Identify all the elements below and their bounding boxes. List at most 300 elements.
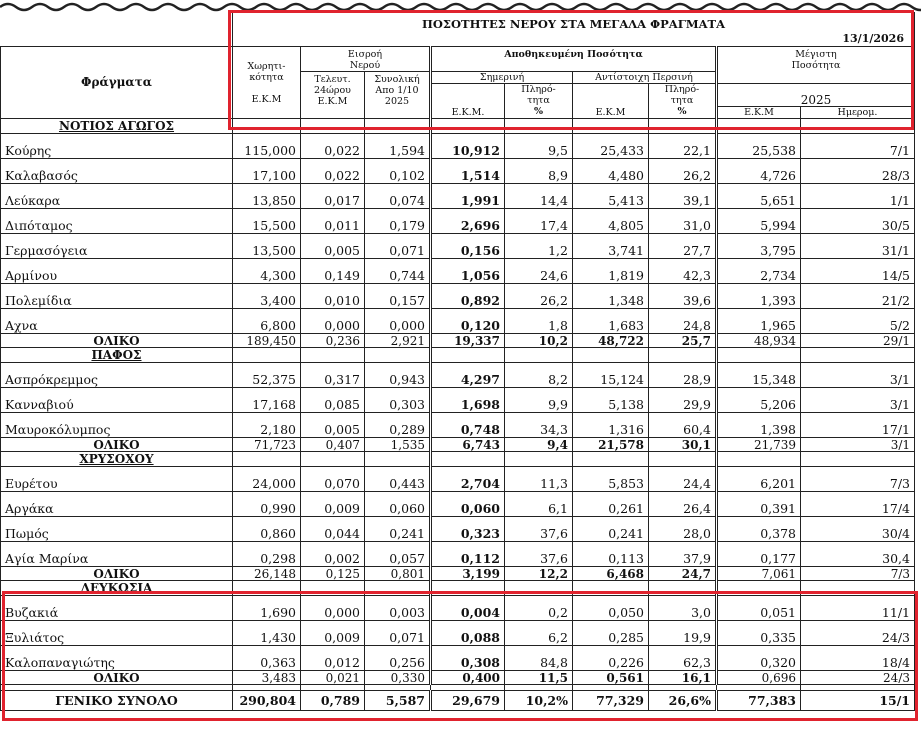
empty-cell: [505, 119, 573, 134]
dam-row-name: Αχνα: [1, 309, 233, 334]
cell: 3,400: [233, 284, 301, 309]
cell: 0,125: [301, 567, 365, 581]
dam-row: [1, 363, 915, 388]
cell: 5,206: [717, 388, 801, 413]
cell: 7/1: [801, 134, 915, 159]
cell: 0,120: [431, 309, 505, 334]
cell: 11,3: [505, 467, 573, 492]
empty-cell: [505, 452, 573, 467]
cell: 4,300: [233, 259, 301, 284]
empty-cell: [365, 581, 431, 596]
max-date-header: Ημερομ.: [801, 107, 915, 119]
dam-row-name: Αγία Μαρίνα: [1, 542, 233, 567]
cell: 10,2%: [505, 691, 573, 711]
empty-cell: [233, 119, 301, 134]
cell: 1,348: [573, 284, 649, 309]
stored-group-header: Αποθηκευμένη Ποσότητα: [431, 47, 717, 72]
cell: 0,000: [301, 309, 365, 334]
cell: 0,021: [301, 671, 365, 685]
cell: 1,690: [233, 596, 301, 621]
dam-row: [1, 646, 915, 671]
cell: 0,003: [365, 596, 431, 621]
empty-cell: [365, 452, 431, 467]
cell: 0,000: [301, 596, 365, 621]
cell: 6,468: [573, 567, 649, 581]
cell: 13,500: [233, 234, 301, 259]
cell: 62,3: [649, 646, 717, 671]
section-total-row: [1, 334, 915, 348]
cell: 27,7: [649, 234, 717, 259]
cell: 21,739: [717, 438, 801, 452]
cell: 1,514: [431, 159, 505, 184]
cell: 1,056: [431, 259, 505, 284]
dam-row: [1, 542, 915, 567]
empty-cell: [717, 581, 801, 596]
cell: 0,789: [301, 691, 365, 711]
cell: 77,329: [573, 691, 649, 711]
cell: 1,393: [717, 284, 801, 309]
cell: 3/1: [801, 363, 915, 388]
cell: 29,679: [431, 691, 505, 711]
cell: 1,430: [233, 621, 301, 646]
cell: 0,241: [365, 517, 431, 542]
cell: 26,148: [233, 567, 301, 581]
report-date: 13/1/2026: [842, 32, 904, 45]
dam-row-name: Ασπρόκρεμμος: [1, 363, 233, 388]
cell: 5,651: [717, 184, 801, 209]
cell: 3/1: [801, 438, 915, 452]
cell: 0,012: [301, 646, 365, 671]
empty-cell: [717, 348, 801, 363]
dam-row: [1, 234, 915, 259]
cell: 84,8: [505, 646, 573, 671]
section-total-row-name: ΟΛΙΚΟ: [1, 671, 233, 685]
cell: 0,157: [365, 284, 431, 309]
ly-fill-header: Πληρό- τητα %: [649, 84, 717, 119]
last-year-header: Αντίστοιχη Περσινή: [573, 72, 717, 84]
cell: 6,2: [505, 621, 573, 646]
cell: 0,071: [365, 621, 431, 646]
cell: 0,561: [573, 671, 649, 685]
cell: 0,050: [573, 596, 649, 621]
cell: 0,744: [365, 259, 431, 284]
cell: 0,236: [301, 334, 365, 348]
dam-row-name: Καλοπαναγιώτης: [1, 646, 233, 671]
dam-row: [1, 388, 915, 413]
cell: 0,256: [365, 646, 431, 671]
cell: 0,330: [365, 671, 431, 685]
cell: 48,722: [573, 334, 649, 348]
cell: 17/1: [801, 413, 915, 438]
cell: 24,4: [649, 467, 717, 492]
cell: 2,734: [717, 259, 801, 284]
cell: 24,8: [649, 309, 717, 334]
empty-cell: [801, 119, 915, 134]
cell: 0,748: [431, 413, 505, 438]
cell: 0,002: [301, 542, 365, 567]
cell: 5,853: [573, 467, 649, 492]
cell: 1,316: [573, 413, 649, 438]
section-total-row-name: ΟΛΙΚΟ: [1, 567, 233, 581]
cell: 21,578: [573, 438, 649, 452]
empty-cell: [431, 452, 505, 467]
cell: 30/4: [801, 517, 915, 542]
cell: 16,1: [649, 671, 717, 685]
empty-cell: [505, 581, 573, 596]
dams-header: Φράγματα: [1, 47, 233, 119]
cell: 2,180: [233, 413, 301, 438]
empty-cell: [717, 119, 801, 134]
empty-cell: [233, 452, 301, 467]
cell: 29/1: [801, 334, 915, 348]
cell: 0,177: [717, 542, 801, 567]
cell: 28,0: [649, 517, 717, 542]
cell: 11/1: [801, 596, 915, 621]
empty-cell: [505, 348, 573, 363]
cell: 6,1: [505, 492, 573, 517]
inflow-last-header: Τελευτ. 24ώρου Ε.Κ.Μ: [301, 72, 365, 119]
cell: 48,934: [717, 334, 801, 348]
cell: 25,7: [649, 334, 717, 348]
cell: 5,994: [717, 209, 801, 234]
cell: 0,241: [573, 517, 649, 542]
cell: 0,285: [573, 621, 649, 646]
dam-row-name: Καλαβασός: [1, 159, 233, 184]
cell: 6,201: [717, 467, 801, 492]
cell: 3,741: [573, 234, 649, 259]
cell: 0,060: [431, 492, 505, 517]
dam-row: [1, 284, 915, 309]
cell: 24,6: [505, 259, 573, 284]
dam-row: [1, 159, 915, 184]
dam-row: [1, 467, 915, 492]
max-mcm-header: Ε.Κ.Μ: [717, 107, 801, 119]
dam-row-name: Γερμασόγεια: [1, 234, 233, 259]
cell: 0,289: [365, 413, 431, 438]
cell: 12,2: [505, 567, 573, 581]
cell: 0,009: [301, 492, 365, 517]
empty-cell: [649, 348, 717, 363]
cell: 0,088: [431, 621, 505, 646]
cell: 0,860: [233, 517, 301, 542]
cell: 9,5: [505, 134, 573, 159]
cell: 0,009: [301, 621, 365, 646]
section-header-row: [1, 581, 915, 596]
cell: 24/3: [801, 671, 915, 685]
cell: 0,085: [301, 388, 365, 413]
dam-row-name: Λεύκαρα: [1, 184, 233, 209]
cell: 4,726: [717, 159, 801, 184]
dam-row-name: Αρμίνου: [1, 259, 233, 284]
cell: 3,199: [431, 567, 505, 581]
empty-cell: [233, 581, 301, 596]
cell: 1/1: [801, 184, 915, 209]
max-group-header: Μέγιστη Ποσότητα: [717, 47, 915, 84]
cell: 24/3: [801, 621, 915, 646]
cell: 17/4: [801, 492, 915, 517]
cell: 2,696: [431, 209, 505, 234]
cell: 18/4: [801, 646, 915, 671]
empty-cell: [573, 119, 649, 134]
cell: 0,320: [717, 646, 801, 671]
cell: 26,6%: [649, 691, 717, 711]
dam-row-name: Ευρέτου: [1, 467, 233, 492]
cell: 0,070: [301, 467, 365, 492]
dam-row: [1, 492, 915, 517]
cell: 0,323: [431, 517, 505, 542]
corner-blank: [1, 13, 233, 47]
empty-cell: [431, 119, 505, 134]
dam-row-name: Ξυλιάτος: [1, 621, 233, 646]
cell: 0,801: [365, 567, 431, 581]
cell: 0,335: [717, 621, 801, 646]
cell: 15,500: [233, 209, 301, 234]
section-title: ΠΑΦΟΣ: [1, 348, 233, 363]
cell: 1,965: [717, 309, 801, 334]
cell: 0,261: [573, 492, 649, 517]
cell: 8,9: [505, 159, 573, 184]
cell: 2,921: [365, 334, 431, 348]
capacity-header: Χωρητι- κότητα Ε.Κ.Μ: [233, 47, 301, 119]
page-title: ΠΟΣΟΤΗΤΕΣ ΝΕΡΟΥ ΣΤΑ ΜΕΓΑΛΑ ΦΡΑΓΜΑΤΑ: [422, 17, 725, 31]
cell: 0,179: [365, 209, 431, 234]
cell: 1,991: [431, 184, 505, 209]
cell: 0,308: [431, 646, 505, 671]
cell: 0,010: [301, 284, 365, 309]
dam-row: [1, 596, 915, 621]
empty-cell: [717, 452, 801, 467]
cell: 34,3: [505, 413, 573, 438]
dam-row-name: Διπόταμος: [1, 209, 233, 234]
cell: 8,2: [505, 363, 573, 388]
cell: 0,298: [233, 542, 301, 567]
cell: 0,044: [301, 517, 365, 542]
cell: 4,480: [573, 159, 649, 184]
cell: 0,102: [365, 159, 431, 184]
cell: 52,375: [233, 363, 301, 388]
dam-row: [1, 209, 915, 234]
empty-cell: [301, 581, 365, 596]
cell: 1,698: [431, 388, 505, 413]
section-header-row: [1, 452, 915, 467]
cell: 17,100: [233, 159, 301, 184]
cell: 60,4: [649, 413, 717, 438]
section-total-row-name: ΟΛΙΚΟ: [1, 334, 233, 348]
cell: 14,4: [505, 184, 573, 209]
cell: 77,383: [717, 691, 801, 711]
ly-mcm-header: Ε.Κ.Μ: [573, 84, 649, 119]
inflow-group-header: Εισροή Νερού: [301, 47, 431, 72]
today-fill-header: Πληρό- τητα %: [505, 84, 573, 119]
cell: 0,226: [573, 646, 649, 671]
cell: 0,317: [301, 363, 365, 388]
cell: 15/1: [801, 691, 915, 711]
cell: 31,0: [649, 209, 717, 234]
cell: 5,413: [573, 184, 649, 209]
inflow-total-header: Συνολική Απο 1/10 2025: [365, 72, 431, 119]
cell: 0,156: [431, 234, 505, 259]
cell: 0,113: [573, 542, 649, 567]
cell: 9,9: [505, 388, 573, 413]
cell: 30,1: [649, 438, 717, 452]
cell: 28/3: [801, 159, 915, 184]
today-mcm-header: Ε.Κ.Μ.: [431, 84, 505, 119]
grand-total-row: [1, 691, 915, 711]
cell: 19,9: [649, 621, 717, 646]
empty-cell: [365, 348, 431, 363]
cell: 0,2: [505, 596, 573, 621]
cell: 1,819: [573, 259, 649, 284]
cell: 15,124: [573, 363, 649, 388]
cell: 25,433: [573, 134, 649, 159]
cell: 0,943: [365, 363, 431, 388]
cell: 24,7: [649, 567, 717, 581]
cell: 189,450: [233, 334, 301, 348]
cell: 5,138: [573, 388, 649, 413]
section-total-row: [1, 567, 915, 581]
cell: 29,9: [649, 388, 717, 413]
cell: 1,398: [717, 413, 801, 438]
cell: 0,022: [301, 159, 365, 184]
empty-cell: [573, 348, 649, 363]
cell: 25,538: [717, 134, 801, 159]
cell: 30/5: [801, 209, 915, 234]
cell: 9,4: [505, 438, 573, 452]
cell: 2,704: [431, 467, 505, 492]
dam-row-name: Πολεμίδια: [1, 284, 233, 309]
cell: 39,1: [649, 184, 717, 209]
cell: 17,168: [233, 388, 301, 413]
dam-row: [1, 621, 915, 646]
cell: 7/3: [801, 567, 915, 581]
cell: 0,407: [301, 438, 365, 452]
cell: 0,022: [301, 134, 365, 159]
cell: 4,297: [431, 363, 505, 388]
dam-row-name: Αργάκα: [1, 492, 233, 517]
empty-cell: [573, 452, 649, 467]
cell: 0,004: [431, 596, 505, 621]
cell: 0,112: [431, 542, 505, 567]
cell: 0,011: [301, 209, 365, 234]
cell: 0,149: [301, 259, 365, 284]
cell: 0,000: [365, 309, 431, 334]
reservoir-table: [0, 12, 915, 711]
cell: 0,074: [365, 184, 431, 209]
cell: 10,2: [505, 334, 573, 348]
empty-cell: [801, 348, 915, 363]
cell: 0,391: [717, 492, 801, 517]
cell: 1,535: [365, 438, 431, 452]
empty-cell: [431, 348, 505, 363]
cell: 6,800: [233, 309, 301, 334]
section-total-row-name: ΟΛΙΚΟ: [1, 438, 233, 452]
cell: 37,6: [505, 542, 573, 567]
cell: 1,8: [505, 309, 573, 334]
empty-cell: [431, 581, 505, 596]
section-header-row: [1, 348, 915, 363]
dam-row-name: Κανναβιού: [1, 388, 233, 413]
cell: 28,9: [649, 363, 717, 388]
cell: 1,683: [573, 309, 649, 334]
cell: 3/1: [801, 388, 915, 413]
cell: 26,4: [649, 492, 717, 517]
cell: 3,795: [717, 234, 801, 259]
cell: 15,348: [717, 363, 801, 388]
cell: 4,805: [573, 209, 649, 234]
cell: 0,017: [301, 184, 365, 209]
empty-cell: [649, 452, 717, 467]
cell: 0,005: [301, 413, 365, 438]
cell: 31/1: [801, 234, 915, 259]
section-title: ΝΟΤΙΟΣ ΑΓΩΓΟΣ: [1, 119, 233, 134]
max-year-header: 2025: [717, 84, 915, 107]
dam-row: [1, 413, 915, 438]
cell: 0,443: [365, 467, 431, 492]
cell: 10,912: [431, 134, 505, 159]
title-block: [233, 13, 915, 47]
section-total-row: [1, 671, 915, 685]
empty-cell: [233, 348, 301, 363]
empty-cell: [301, 348, 365, 363]
cell: 7,061: [717, 567, 801, 581]
cell: 30,4: [801, 542, 915, 567]
cell: 0,696: [717, 671, 801, 685]
cell: 0,005: [301, 234, 365, 259]
cell: 3,483: [233, 671, 301, 685]
empty-cell: [301, 452, 365, 467]
cell: 37,9: [649, 542, 717, 567]
empty-cell: [649, 581, 717, 596]
cell: 0,990: [233, 492, 301, 517]
dam-row-name: Μαυροκόλυμπος: [1, 413, 233, 438]
cell: 14/5: [801, 259, 915, 284]
cell: 0,378: [717, 517, 801, 542]
empty-cell: [801, 581, 915, 596]
cell: 0,051: [717, 596, 801, 621]
cell: 0,400: [431, 671, 505, 685]
cell: 0,057: [365, 542, 431, 567]
cell: 115,000: [233, 134, 301, 159]
cell: 3,0: [649, 596, 717, 621]
cell: 22,1: [649, 134, 717, 159]
cell: 19,337: [431, 334, 505, 348]
empty-cell: [301, 119, 365, 134]
cell: 26,2: [505, 284, 573, 309]
cell: 13,850: [233, 184, 301, 209]
wavy-border-decoration: [0, 0, 921, 12]
cell: 24,000: [233, 467, 301, 492]
cell: 71,723: [233, 438, 301, 452]
cell: 5,587: [365, 691, 431, 711]
section-title: ΛΕΥΚΩΣΙΑ: [1, 581, 233, 596]
cell: 39,6: [649, 284, 717, 309]
dam-row-name: Βυζακιά: [1, 596, 233, 621]
cell: 0,303: [365, 388, 431, 413]
cell: 0,892: [431, 284, 505, 309]
grand-total-row-name: ΓΕΝΙΚΟ ΣΥΝΟΛΟ: [1, 691, 233, 711]
empty-cell: [365, 119, 431, 134]
cell: 17,4: [505, 209, 573, 234]
cell: 42,3: [649, 259, 717, 284]
cell: 290,804: [233, 691, 301, 711]
cell: 11,5: [505, 671, 573, 685]
cell: 1,594: [365, 134, 431, 159]
dam-row: [1, 517, 915, 542]
cell: 26,2: [649, 159, 717, 184]
cell: 0,363: [233, 646, 301, 671]
section-total-row: [1, 438, 915, 452]
today-header: Σημερινή: [431, 72, 573, 84]
